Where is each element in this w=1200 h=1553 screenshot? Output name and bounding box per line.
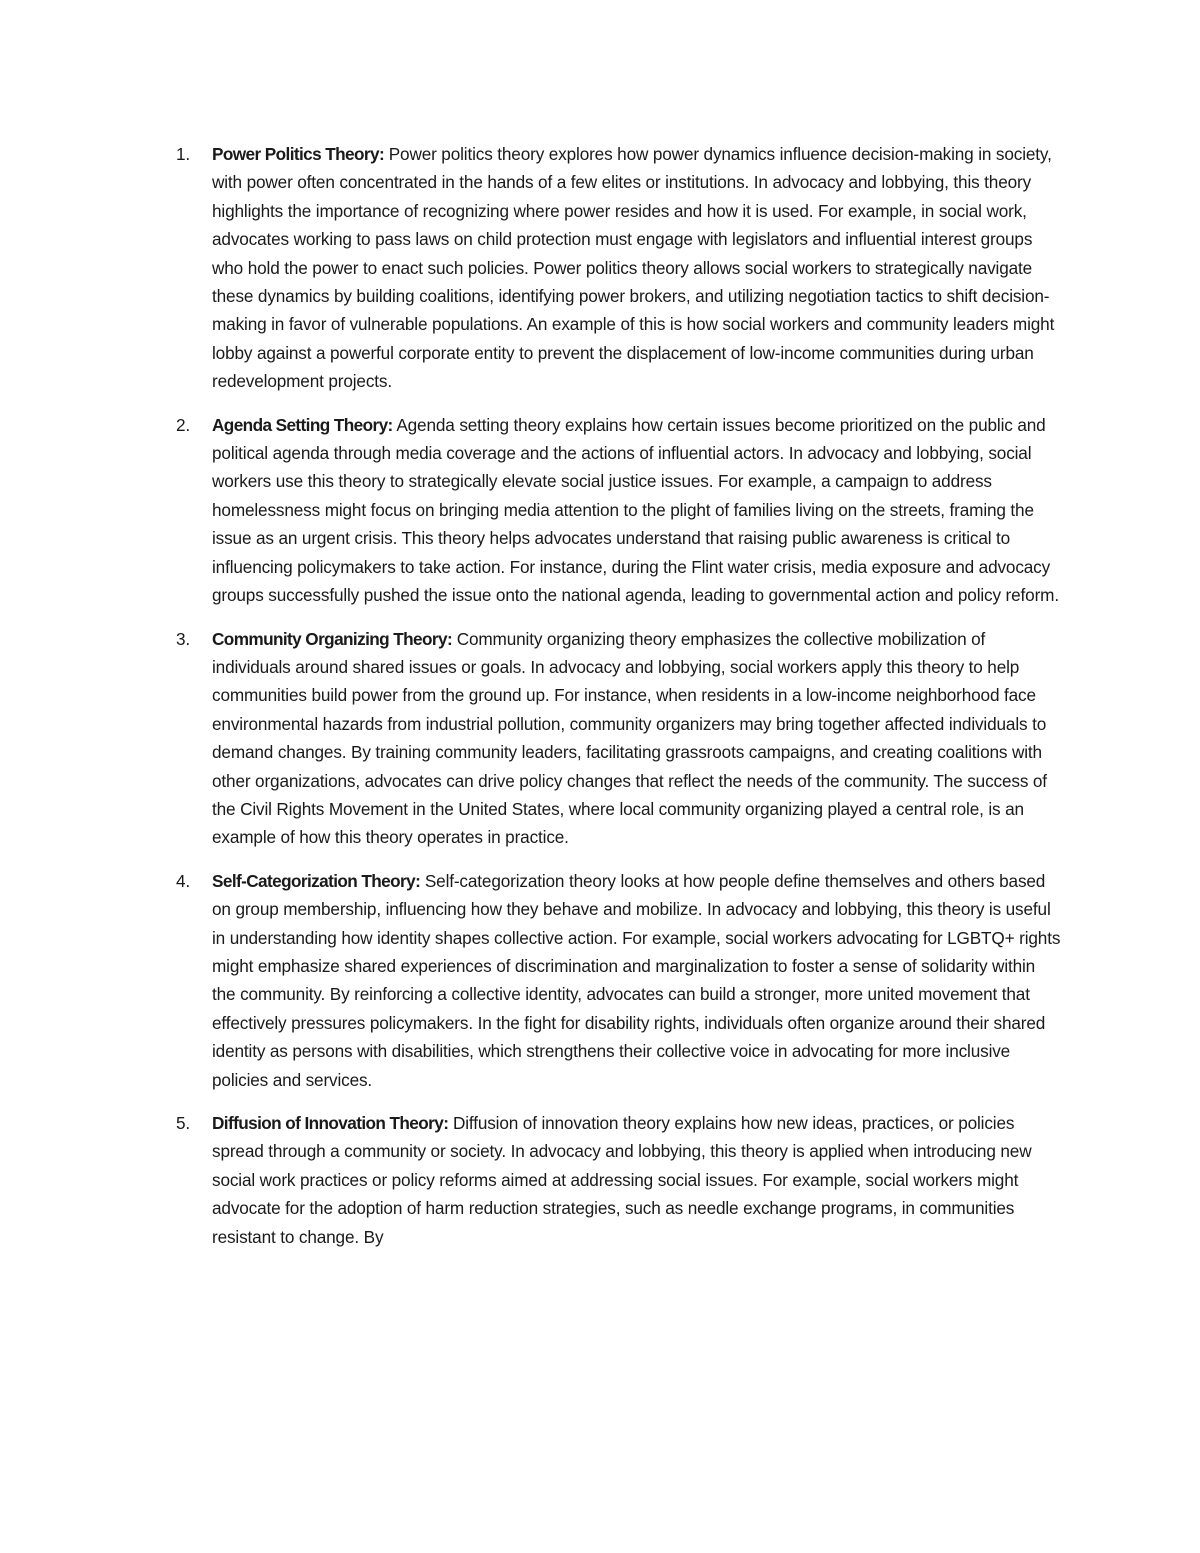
list-item-diffusion-of-innovation (0, 1109, 1200, 1251)
list-item-self-categorization (0, 867, 1200, 1094)
list-number: 1. (176, 144, 191, 164)
theory-description: Self-categorization theory looks at how people define themselves and others based on group membership, influencing how they behave and mobilize. In advocacy and lobbying, this theory is useful in understanding how identity shapes collective action. For example, social workers advocating for LGBTQ+ rights might emphasize shared experiences of discrimination and marginalization to foster a sense of solidarity within the community. By reinforcing a collective identity, advocates can build a stronger, more united movement that effectively pressures policymakers. In the fight for disability rights, individuals often organize around their shared identity as persons with disabilities, which strengthens their collective voice in advocating for more inclusive policies and services. (212, 870, 1061, 1090)
theory-term: Self-Categorization Theory: (212, 870, 421, 891)
theory-term: Community Organizing Theory: (212, 628, 453, 649)
theory-description: Agenda setting theory explains how certain issues become prioritized on the public and political agenda through media coverage and the actions of influential actors. In advocacy and lobbying, social workers use this theory to strategically elevate social justice issues. For example, a campaign to address homelessness might focus on bringing media attention to the plight of families living on the streets, framing the issue as an urgent crisis. This theory helps advocates understand that raising public awareness is critical to influencing policymakers to take action. For instance, during the Flint water crisis, media exposure and advocacy groups successfully pushed the issue onto the national agenda, leading to governmental action and policy reform. (212, 414, 1059, 606)
list-number: 4. (176, 870, 191, 891)
list-number: 5. (176, 1113, 191, 1133)
theory-description: Diffusion of innovation theory explains how new ideas, practices, or policies spread through a community or society. In advocacy and lobbying, this theory is applied when introducing new social work practices or policy reforms aimed at addressing social issues. For example, social workers might advocate for the adoption of harm reduction strategies, such as needle exchange programs, in communities resistant to change. By (212, 1113, 1032, 1247)
list-number: 2. (176, 414, 191, 435)
theory-term: Agenda Setting Theory: (212, 414, 393, 435)
theory-term: Power Politics Theory: (212, 144, 385, 164)
list-item-power-politics (0, 140, 1200, 396)
theory-term: Diffusion of Innovation Theory: (212, 1113, 449, 1133)
list-item-agenda-setting (0, 411, 1200, 610)
theory-description: Power politics theory explores how power dynamics influence decision-making in society, with power often concentrated in the hands of a few elites or institutions. In advocacy and lobbying, this theory highlights the importance of recognizing where power resides and how it is used. For example, in social work, advocates working to pass laws on child protection must engage with legislators and influential interest groups who hold the power to enact such policies. Power politics theory allows social workers to strategically navigate these dynamics by building coalitions, identifying power brokers, and utilizing negotiation tactics to shift decision-making in favor of vulnerable populations. An example of this is how social workers and community leaders might lobby against a powerful corporate entity to prevent the displacement of low-income communities during urban redevelopment projects. (212, 144, 1055, 392)
theory-list (0, 140, 1200, 1266)
theory-description: Community organizing theory emphasizes the collective mobilization of individuals around shared issues or goals. In advocacy and lobbying, social workers apply this theory to help communities build power from the ground up. For instance, when residents in a low-income neighborhood face environmental hazards from industrial pollution, community organizers may bring together affected individuals to demand changes. By training community leaders, facilitating grassroots campaigns, and creating coalitions with other organizations, advocates can drive policy changes that reflect the needs of the community. The success of the Civil Rights Movement in the United States, where local community organizing played a central role, is an example of how this theory operates in practice. (212, 628, 1047, 848)
list-number: 3. (176, 628, 191, 649)
list-item-community-organizing (0, 625, 1200, 852)
